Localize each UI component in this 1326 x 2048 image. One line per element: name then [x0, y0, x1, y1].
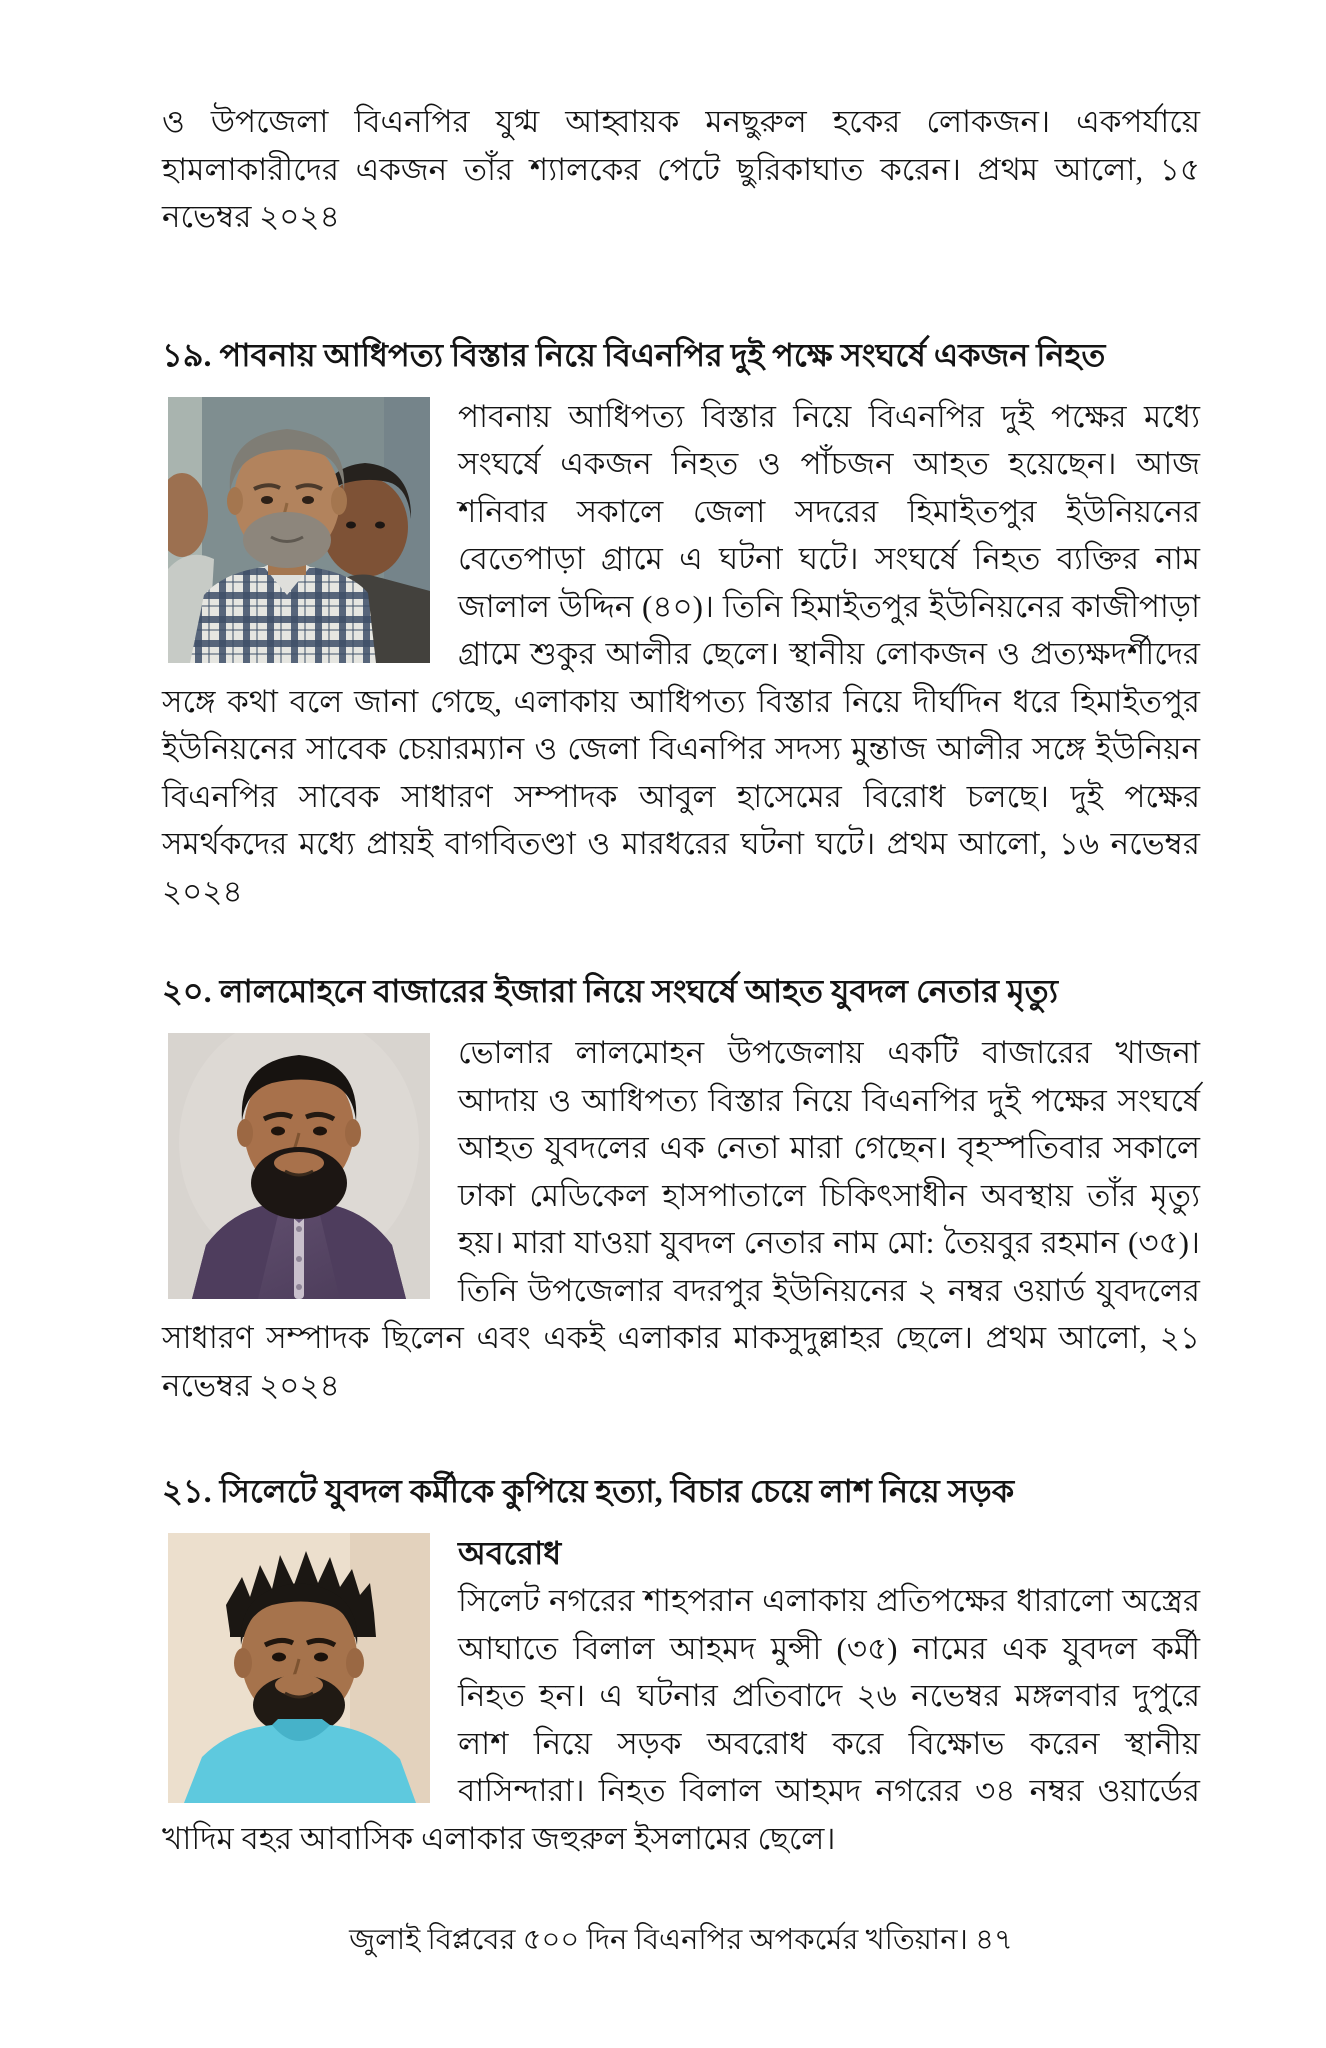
news-item-20-photo — [168, 1033, 430, 1299]
news-item-19-heading: ১৯. পাবনায় আধিপত্য বিস্তার নিয়ে বিএনপির দুই পক্ষে সংঘর্ষে একজন নিহত — [162, 336, 1106, 373]
news-item-21-heading: ২১. সিলেটে যুবদল কর্মীকে কুপিয়ে হত্যা, বিচার চেয়ে লাশ নিয়ে সড়ক — [162, 1473, 1015, 1509]
page-footer — [162, 1920, 1200, 1960]
news-item-19 — [162, 331, 1200, 916]
page-number: ৪৭ — [975, 1924, 1013, 1956]
news-item-21-photo — [168, 1533, 430, 1803]
continued-paragraph: ও উপজেলা বিএনপির যুগ্ম আহ্বায়ক মনছুরুল হকের লোকজন। একপর্যায়ে হামলাকারীদের একজন তাঁর শ্যালকের পেটে ছুরিকাঘাত করেন। প্রথম আলো, ১৫ নভেম্বর ২০২৪ — [162, 104, 1200, 234]
news-item-19-content — [162, 393, 1200, 916]
news-item-21-body: সিলেট নগরের শাহপরান এলাকায় প্রতিপক্ষের ধারালো অস্ত্রের আঘাতে বিলাল আহমদ মুন্সী (৩৫) নামের এক যুবদল কর্মী নিহত হন। এ ঘটনার প্রতিবাদে ২৬ নভেম্বর মঙ্গলবার দুপুরে লাশ নিয়ে সড়ক অবরোধ করে বিক্ষোভ করেন স্থানীয় বাসিন্দারা। নিহত বিলাল আহমদ নগরের ৩৪ নম্বর ওয়ার্ডের খাদিম বহর আবাসিক এলাকার জহুরুল ইসলামের ছেলে। — [162, 1583, 1200, 1856]
news-item-20-heading: ২০. লালমোহনে বাজারের ইজারা নিয়ে সংঘর্ষে আহত যুবদল নেতার মৃত্যু — [162, 973, 1058, 1009]
news-item-20 — [162, 967, 1200, 1409]
news-item-21-heading-continued: অবরোধ — [458, 1535, 562, 1571]
news-item-20-body: ভোলার লালমোহন উপজেলায় একটি বাজারের খাজনা আদায় ও আধিপত্য বিস্তার নিয়ে বিএনপির দুই পক্ষের সংঘর্ষে আহত যুবদলের এক নেতা মারা গেছেন। বৃহস্পতিবার সকালে ঢাকা মেডিকেল হাসপাতালে চিকিৎসাধীন অবস্থায় তাঁর মৃত্যু হয়। মারা যাওয়া যুবদল নেতার নাম মো: তৈয়বুর রহমান (৩৫)। তিনি উপজেলার বদরপুর ইউনিয়নের ২ নম্বর ওয়ার্ড যুবদলের সাধারণ সম্পাদক ছিলেন এবং একই এলাকার মাকসুদুল্লাহর ছেলে। প্রথম আলো, ২১ নভেম্বর ২০২৪ — [162, 1035, 1200, 1403]
footer-text: জুলাই বিপ্লবের ৫০০ দিন বিএনপির অপকর্মের খতিয়ান। — [349, 1924, 968, 1956]
news-item-19-body: পাবনায় আধিপত্য বিস্তার নিয়ে বিএনপির দুই পক্ষের মধ্যে সংঘর্ষে একজন নিহত ও পাঁচজন আহত হয়েছেন। আজ শনিবার সকালে জেলা সদরের হিমাইতপুর ইউনিয়নের বেতেপাড়া গ্রামে এ ঘটনা ঘটে। সংঘর্ষে নিহত ব্যক্তির নাম জালাল উদ্দিন (৪০)। তিনি হিমাইতপুর ইউনিয়নের কাজীপাড়া গ্রামে শুকুর আলীর ছেলে। স্থানীয় লোকজন ও প্রত্যক্ষদর্শীদের সঙ্গে কথা বলে জানা গেছে, এলাকায় আধিপত্য বিস্তার নিয়ে দীর্ঘদিন ধরে হিমাইতপুর ইউনিয়নের সাবেক চেয়ারম্যান ও জেলা বিএনপির সদস্য মুন্তাজ আলীর সঙ্গে ইউনিয়ন বিএনপির সাবেক সাধারণ সম্পাদক আবুল হাসেমের বিরোধ চলছে। দুই পক্ষের সমর্থকদের মধ্যে প্রায়ই বাগবিতণ্ডা ও মারধরের ঘটনা ঘটে। প্রথম আলো, ১৬ নভেম্বর ২০২৪ — [162, 398, 1200, 909]
news-item-20-content — [162, 1029, 1200, 1409]
news-item-19-photo — [168, 397, 430, 663]
news-item-21-content — [162, 1529, 1200, 1862]
news-item-21 — [162, 1467, 1200, 1862]
